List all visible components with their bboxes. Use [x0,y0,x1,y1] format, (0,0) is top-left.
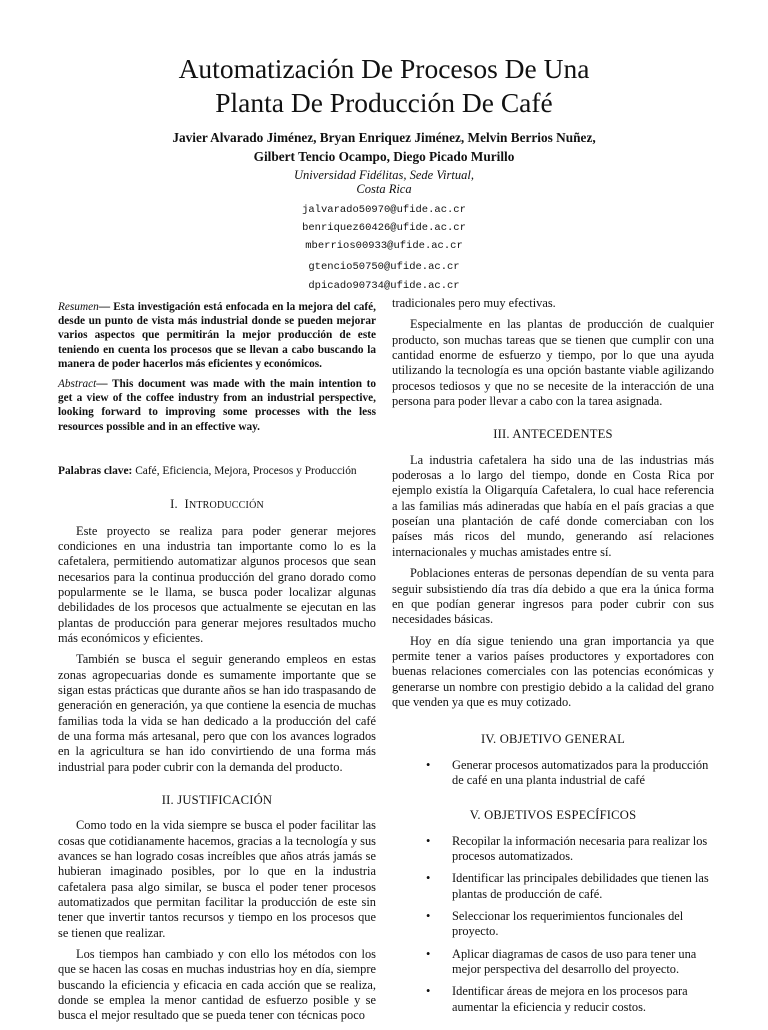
paragraph: Los tiempos han cambiado y con ello los métodos con los que se hacen las cosas en muchas industrias hoy en día, siempre buscando la eficiencia y eficacia en cada acción que se realiza, donde se emplea la menor cantidad de esfuerzo posible y se busca el mejor resultado que se pueda tener con técnicas poco [58,947,376,1023]
resumen [58,300,376,371]
list-item: • Identificar las principales debilidades que tienen las plantas de producción de café. [392,871,714,902]
section-heading-introduccion [58,497,376,513]
abstract [58,377,376,434]
paragraph: Especialmente en las plantas de producción de cualquier producto, son muchas tareas que se tienen que cumplir con una cantidad enorme de esfuerzo y tiempo, por lo que una ayuda utilizando la tecnología es una opción bastante viable agilizando procesos tediosos y que no se necesite de la interacción de una persona para poder llevar a cabo con la tarea asignada. [392,317,714,409]
keywords-label: Palabras clave: [58,464,133,477]
bullet-list [392,758,714,789]
section-heading-justificacion: II. JUSTIFICACIÓN [161,793,273,808]
section-heading-objetivos-especificos: V. OBJETIVOS ESPECÍFICOS [469,808,637,823]
paragraph: También se busca el seguir generando empleos en estas zonas agropecuarias donde es sumamente importante que se sigan estas prácticas que durante años se han ido traspasando de generación en generación, ya que contiene la esencia de muchas familias toda la vida se han dedicado a la producción del café de una forma más artesanal, pero que con los avances logrados en la agricultura se han ido convirtiendo de una forma más industrial para poder cubrir con la demanda del producto. [58,652,376,774]
title-line-2: Planta De Producción De Café [215,87,553,118]
list-item: • Identificar áreas de mejora en los procesos para aumentar la eficiencia y reducir costos. [392,984,714,1015]
affiliation-line-1: Universidad Fidélitas, Sede Virtual, [294,168,474,182]
section-smallcaps: NTRODUCCIÓN [188,500,264,512]
author-email[interactable]: gtencio50750@ufide.ac.cr [308,261,460,273]
section-heading-antecedentes: III. ANTECEDENTES [493,427,613,442]
authors-line-1: Javier Alvarado Jiménez, Bryan Enriquez Jiménez, Melvin Berrios Nuñez, [172,130,596,145]
bullet-list [392,834,714,1015]
paragraph: Poblaciones enteras de personas dependían de su venta para seguir subsistiendo día tras día debido a que era la única forma en que podían generar ingresos para poder cubrir con sus necesidades básicas. [392,566,714,627]
abstract-text: — This document was made with the main intention to get a view of the coffee industry from an industrial perspective, looking forward to improving some processes with the less resources possible and in an effective way. [58,378,376,433]
paragraph: Este proyecto se realiza para poder generar mejores condiciones en una industria tan importante como lo es la cafetalera, permitiendo automatizar algunos procesos que sean necesarios para la continua producción del grano dorado como popularmente se le llama, se busca poder localizar algunas debilidades de los procesos que actualmente se ejecutan en las plantas de producción para generar mejores resultados mucho más económicos y eficientes. [58,523,376,645]
authors-line-2: Gilbert Tencio Ocampo, Diego Picado Murillo [253,149,515,164]
keywords [58,464,376,479]
paragraph: tradicionales pero muy efectivas. [392,296,556,310]
list-item: • Generar procesos automatizados para la producción de café en una planta industrial de café [392,758,714,789]
author-email[interactable]: mberrios00933@ufide.ac.cr [305,240,463,252]
paragraph: Hoy en día sigue teniendo una gran importancia ya que permite tener a varios países productores y exportadores con buenas relaciones comerciales con las potencias económicas y generarse un nombre con prestigio debido a la calidad del grano que venden ya que es muy cotizado. [392,633,714,709]
section-number: I. [170,497,178,512]
list-item: • Seleccionar los requerimientos funcionales del proyecto. [392,909,714,940]
author-email[interactable]: jalvarado50970@ufide.ac.cr [302,204,466,216]
section-heading-objetivo-general: IV. OBJETIVO GENERAL [480,732,626,747]
paper-title [100,52,668,120]
section-initial: I [184,497,189,512]
paragraph: La industria cafetalera ha sido una de las industrias más poderosas a lo largo del tiempo, donde en Costa Rica por ejemplo existía la Oligarquía Cafetalera, lo cual hace referencia a las familias más adineradas que había en el país gracias a que poseían una plantación de café donde comerciaban con los países más ricos del mundo, generando así relaciones internacionales y muchas amistades entre sí. [392,452,714,559]
right-column [392,296,714,1022]
affiliation [250,168,518,196]
author-email[interactable]: benriquez60426@ufide.ac.cr [302,222,466,234]
list-item: • Recopilar la información necesaria para realizar los procesos automatizados. [392,834,714,865]
affiliation-line-2: Costa Rica [356,182,412,196]
paragraph: Como todo en la vida siempre se busca el poder facilitar las cosas que cotidianamente hacemos, gracias a la tecnología y sus avances se han logrado cosas increíbles que años atrás jamás se hubieran imaginado posibles, por lo que en la industria cafetalera pasa algo similar, se busca el poder tener procesos automatizados que permitan facilitar la producción de este sin tener que invertir tantos recursos y tiempo en los procesos que se tienen que realizar. [58,818,376,940]
left-column [58,300,376,1030]
title-line-1: Automatización De Procesos De Una [178,53,590,84]
resumen-text: — Esta investigación está enfocada en la mejora del café, desde un punto de vista más industrial donde se pueden mejorar varios aspectos que permitirán la mejor producción de este teniendo en cuenta los procesos que se llevan a cabo buscando la manera de poder hacerlos más eficientes y económicos. [58,301,376,370]
list-item: • Aplicar diagramas de casos de uso para tener una mejor perspectiva del desarrollo del proyecto. [392,947,714,978]
author-email[interactable]: dpicado90734@ufide.ac.cr [308,280,460,292]
author-list [110,128,658,166]
keywords-text: Café, Eficiencia, Mejora, Procesos y Producción [132,464,357,477]
resumen-label: Resumen [58,301,99,313]
abstract-label: Abstract [58,378,97,391]
